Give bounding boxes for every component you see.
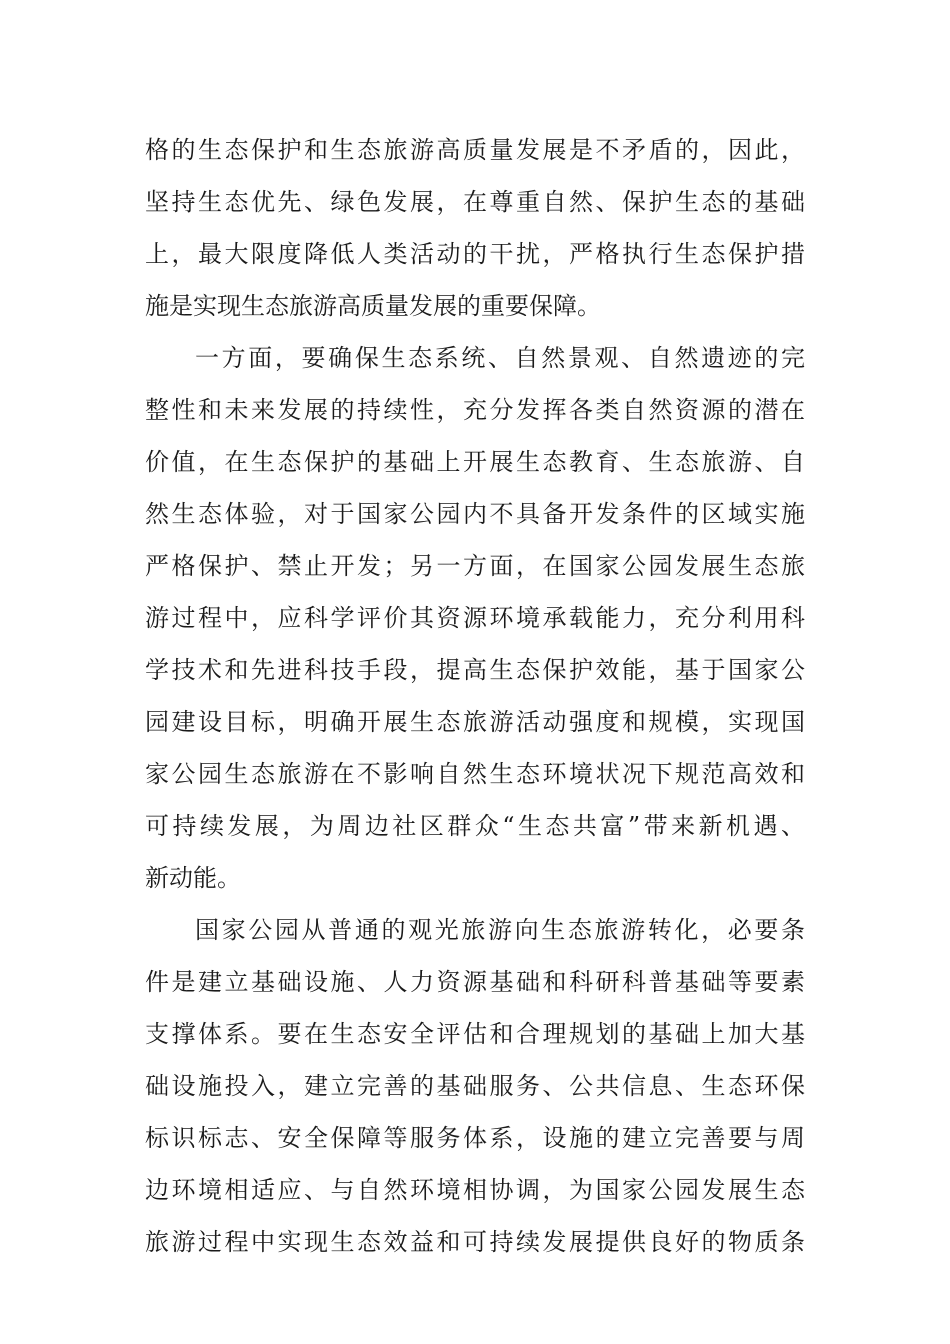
paragraph-line: 然生态体验，对于国家公园内不具备开发条件的区域实施 bbox=[145, 500, 805, 528]
paragraph-line: 格的生态保护和生态旅游高质量发展是不矛盾的，因此， bbox=[145, 136, 805, 164]
paragraph-line: 严格保护、禁止开发；另一方面，在国家公园发展生态旅 bbox=[145, 552, 805, 580]
paragraph-line: 标识标志、安全保障等服务体系，设施的建立完善要与周 bbox=[145, 1124, 805, 1152]
paragraph-line: 支撑体系。要在生态安全评估和合理规划的基础上加大基 bbox=[145, 1020, 805, 1048]
paragraph-line: 础设施投入，建立完善的基础服务、公共信息、生态环保 bbox=[145, 1072, 805, 1100]
paragraph-line: 施是实现生态旅游高质量发展的重要保障。 bbox=[145, 292, 601, 320]
paragraph-line: 边环境相适应、与自然环境相协调，为国家公园发展生态 bbox=[145, 1176, 805, 1204]
paragraph-line: 新动能。 bbox=[145, 864, 241, 892]
paragraph-line: 学技术和先进科技手段，提高生态保护效能，基于国家公 bbox=[145, 656, 805, 684]
paragraph-line: 上，最大限度降低人类活动的干扰，严格执行生态保护措 bbox=[145, 240, 805, 268]
paragraph-line: 整性和未来发展的持续性，充分发挥各类自然资源的潜在 bbox=[145, 396, 805, 424]
paragraph-line: 一方面，要确保生态系统、自然景观、自然遗迹的完 bbox=[195, 344, 805, 372]
paragraph-line: 旅游过程中实现生态效益和可持续发展提供良好的物质条 bbox=[145, 1228, 805, 1256]
paragraph-line: 家公园生态旅游在不影响自然生态环境状况下规范高效和 bbox=[145, 760, 805, 788]
document-body bbox=[145, 124, 805, 1268]
paragraph-line: 园建设目标，明确开展生态旅游活动强度和规模，实现国 bbox=[145, 708, 805, 736]
paragraph-line: 可持续发展，为周边社区群众“生态共富”带来新机遇、 bbox=[145, 812, 805, 840]
paragraph-line: 价值，在生态保护的基础上开展生态教育、生态旅游、自 bbox=[145, 448, 805, 476]
paragraph-line: 国家公园从普通的观光旅游向生态旅游转化，必要条 bbox=[195, 916, 805, 944]
paragraph-line: 坚持生态优先、绿色发展，在尊重自然、保护生态的基础 bbox=[145, 188, 805, 216]
paragraph-line: 游过程中，应科学评价其资源环境承载能力，充分利用科 bbox=[145, 604, 805, 632]
paragraph-line: 件是建立基础设施、人力资源基础和科研科普基础等要素 bbox=[145, 968, 805, 996]
